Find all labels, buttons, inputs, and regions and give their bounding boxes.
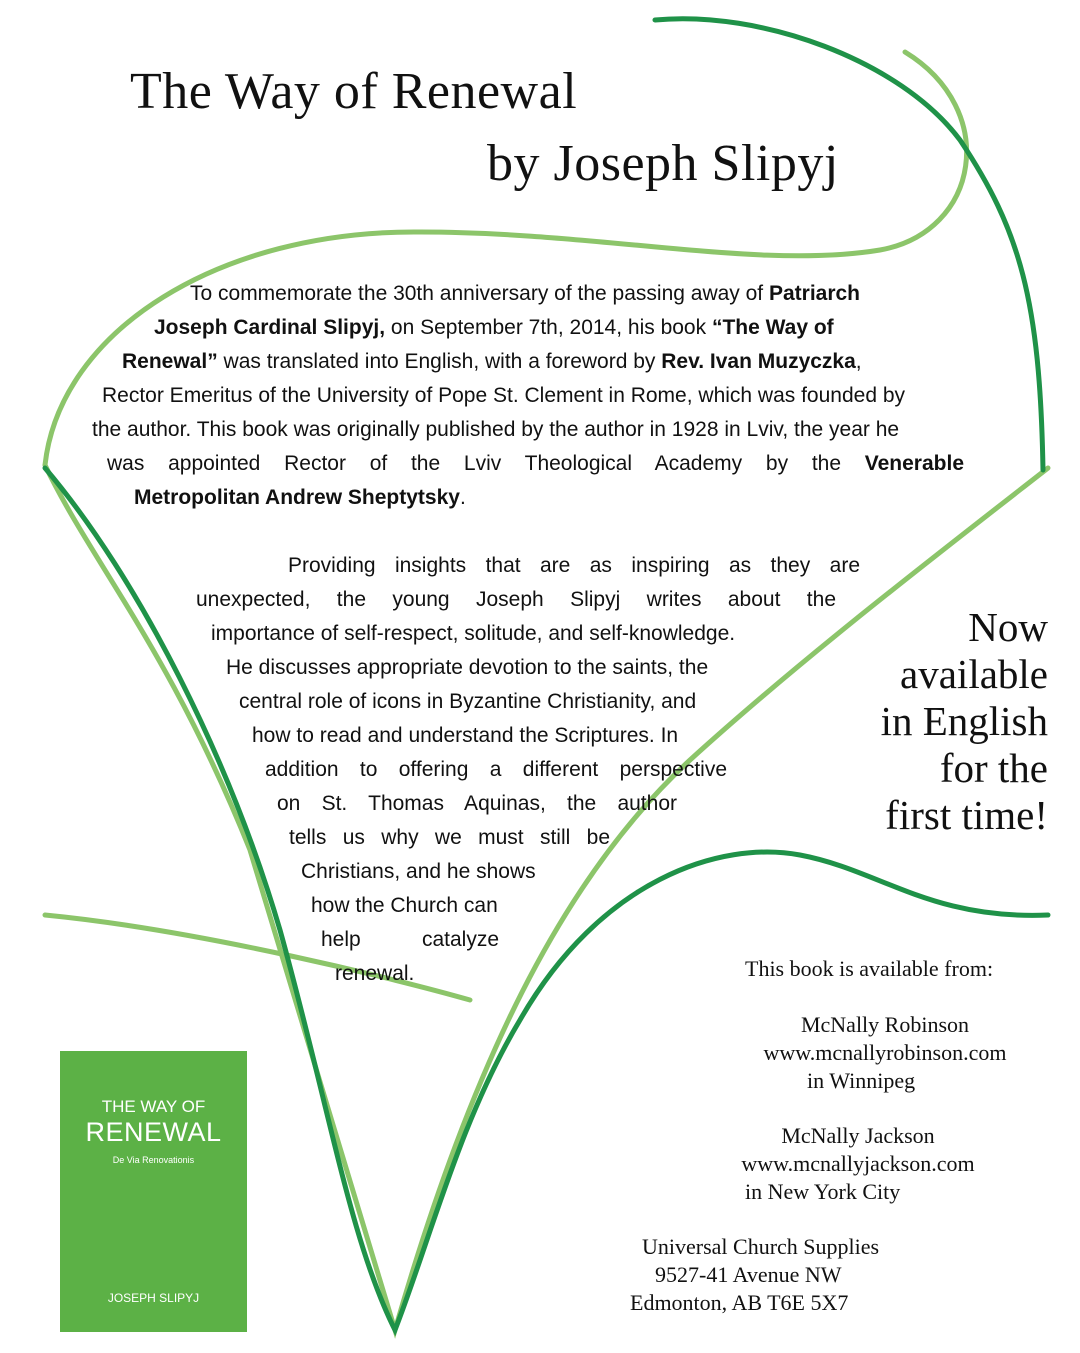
paragraph1-line6: was appointed Rector of the Lviv Theological Academy by the Venerable xyxy=(107,452,964,475)
paragraph2-line: importance of self-respect, solitude, and self-knowledge. xyxy=(211,622,736,645)
store-street: 9527-41 Avenue NW xyxy=(655,1262,842,1287)
store-mcnally-jackson xyxy=(683,1122,1033,1206)
paragraph1-line3: Renewal” was translated into English, with a foreword by Rev. Ivan Muzyczka, xyxy=(122,350,862,373)
store-name: McNally Jackson xyxy=(781,1123,935,1148)
callout-line: Now xyxy=(968,604,1048,650)
paragraph2-line: renewal. xyxy=(335,962,415,985)
paragraph1-line5: the author. This book was originally published by the author in 1928 in Lviv, the year he xyxy=(92,418,900,441)
paragraph2-line: addition to offering a different perspective xyxy=(265,758,727,781)
paragraph2-line: on St. Thomas Aquinas, the author xyxy=(277,792,677,815)
store-city: in New York City xyxy=(745,1179,901,1204)
callout-line: in English xyxy=(880,698,1048,744)
paragraph1-line4: Rector Emeritus of the University of Pope St. Clement in Rome, which was founded by xyxy=(102,384,906,407)
store-mcnally-robinson xyxy=(710,1011,1060,1095)
cover-subtitle: De Via Renovationis xyxy=(112,1155,195,1165)
paragraph1-line7: Metropolitan Andrew Sheptytsky. xyxy=(134,486,466,509)
paragraph2-line: Providing insights that are as inspiring as they are xyxy=(288,554,860,577)
store-universal-church-supplies xyxy=(630,1233,950,1317)
page-title: The Way of Renewal xyxy=(130,63,578,120)
cover-title-top: THE WAY OF xyxy=(101,1097,206,1116)
page-subtitle-author: by Joseph Slipyj xyxy=(487,135,839,192)
store-url[interactable]: www.mcnallyjackson.com xyxy=(741,1151,975,1176)
store-city: Edmonton, AB T6E 5X7 xyxy=(630,1290,849,1315)
store-url[interactable]: www.mcnallyrobinson.com xyxy=(763,1040,1007,1065)
callout-line: first time! xyxy=(885,792,1048,838)
book-cover-image xyxy=(60,1051,247,1332)
callout-line: available xyxy=(900,651,1048,697)
cover-author: JOSEPH SLIPYJ xyxy=(107,1291,200,1305)
store-name: Universal Church Supplies xyxy=(642,1234,880,1259)
paragraph2-line: how to read and understand the Scriptures. In xyxy=(252,724,679,747)
cover-title-main: RENEWAL xyxy=(85,1117,222,1147)
availability-heading: This book is available from: xyxy=(745,956,994,981)
paragraph2-line: how the Church can xyxy=(311,894,498,917)
paragraph2-line: help catalyze xyxy=(321,928,499,951)
paragraph2-line: tells us why we must still be xyxy=(289,826,610,849)
availability-callout xyxy=(808,604,1048,839)
paragraph1-line2: Joseph Cardinal Slipyj, on September 7th, 2014, his book “The Way of xyxy=(154,316,834,339)
paragraph2-line: unexpected, the young Joseph Slipyj writes about the xyxy=(196,588,836,611)
paragraph2-line: central role of icons in Byzantine Christianity, and xyxy=(239,690,697,713)
paragraph1-line1: To commemorate the 30th anniversary of the passing away of Patriarch xyxy=(190,282,861,305)
store-city: in Winnipeg xyxy=(807,1068,916,1093)
paragraph2-line: Christians, and he shows xyxy=(301,860,536,883)
store-name: McNally Robinson xyxy=(800,1012,970,1037)
callout-line: for the xyxy=(939,745,1048,791)
paragraph2-line: He discusses appropriate devotion to the saints, the xyxy=(226,656,709,679)
